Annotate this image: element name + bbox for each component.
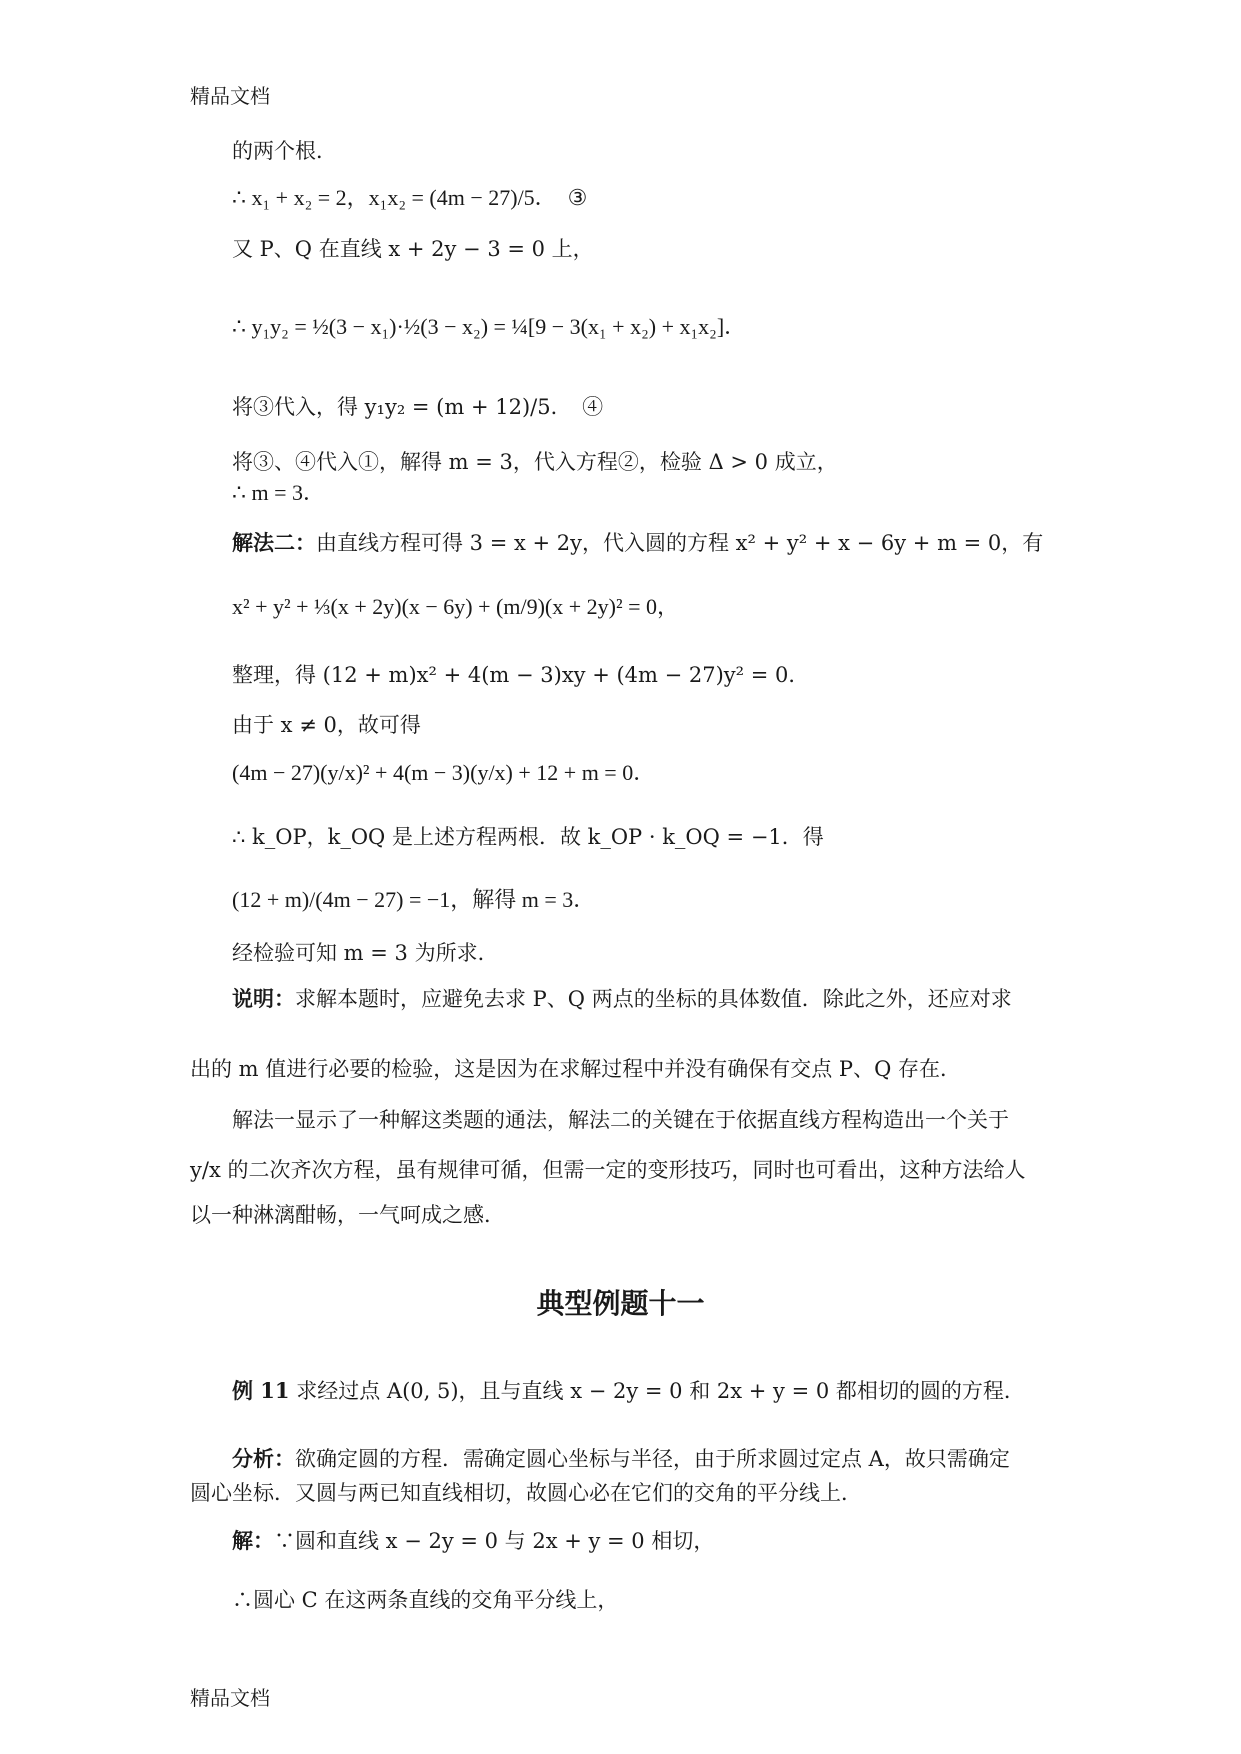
solution-text: ∵圆和直线 x − 2y = 0 与 2x + y = 0 相切， <box>274 1529 715 1553</box>
text-line: ∴ k_OP，k_OQ 是上述方程两根．故 k_OP · k_OQ = −1．得 <box>232 825 824 849</box>
method2-label: 解法二： <box>232 530 316 555</box>
example-label: 例 11 <box>232 1378 290 1403</box>
page-footer: 精品文档 <box>190 1686 270 1710</box>
note-label: 说明： <box>232 986 295 1011</box>
text-line: 由于 x ≠ 0，故可得 <box>232 713 421 737</box>
solution-paragraph <box>232 1526 714 1556</box>
page-header: 精品文档 <box>190 84 270 108</box>
text-line: 圆心坐标．又圆与两已知直线相切，故圆心必在它们的交角的平分线上． <box>190 1481 862 1505</box>
equation-line: ∴ m = 3． <box>232 480 326 505</box>
text-line: 解法一显示了一种解这类题的通法，解法二的关键在于依据直线方程构造出一个关于 <box>232 1108 1009 1132</box>
note-text: 求解本题时，应避免去求 P、Q 两点的坐标的具体数值．除此之外，还应对求 <box>295 987 1012 1011</box>
text-line: 又 P、Q 在直线 x + 2y − 3 = 0 上， <box>232 237 594 261</box>
equation-line: ∴ y₁y₂ = ½(3 − x₁)·½(3 − x₂) = ¼[9 − 3(x₁ + x₂) + x₁x₂]． <box>232 314 747 339</box>
text-line: 将③、④代入①，解得 m = 3，代入方程②，检验 Δ > 0 成立， <box>232 450 838 474</box>
text-line: 整理，得 (12 + m)x² + 4(m − 3)xy + (4m − 27)y² = 0． <box>232 663 810 687</box>
text-line: 经检验可知 m = 3 为所求． <box>232 941 499 965</box>
section-title: 典型例题十一 <box>536 1287 705 1320</box>
analysis-text: 欲确定圆的方程．需确定圆心坐标与半径，由于所求圆过定点 A，故只需确定 <box>295 1447 1010 1471</box>
equation-line: x² + y² + ⅓(x + 2y)(x − 6y) + (m/9)(x + 2y)² = 0， <box>232 594 679 619</box>
method2-text: 由直线方程可得 3 = x + 2y，代入圆的方程 x² + y² + x − 6y + m = 0，有 <box>316 531 1044 555</box>
equation-line: (4m − 27)(y/x)² + 4(m − 3)(y/x) + 12 + m = 0． <box>232 760 656 785</box>
text-line: ∴圆心 C 在这两条直线的交角平分线上， <box>232 1588 619 1612</box>
analysis-label: 分析： <box>232 1446 295 1471</box>
equation-line: ∴ x₁ + x₂ = 2，x₁x₂ = (4m − 27)/5． ③ <box>232 185 588 210</box>
text-line: 将③代入，得 y₁y₂ = (m + 12)/5． ④ <box>232 395 604 419</box>
text-line: 以一种淋漓酣畅，一气呵成之感． <box>190 1203 505 1227</box>
analysis-paragraph <box>232 1444 1010 1474</box>
text-line: y/x 的二次齐次方程，虽有规律可循，但需一定的变形技巧，同时也可看出，这种方法给人 <box>190 1158 1026 1182</box>
example-paragraph <box>232 1376 1025 1406</box>
text-line: 的两个根． <box>232 139 337 163</box>
text-line: 出的 m 值进行必要的检验，这是因为在求解过程中并没有确保有交点 P、Q 存在． <box>190 1057 961 1081</box>
equation-line: (12 + m)/(4m − 27) = −1，解得 m = 3． <box>232 887 596 912</box>
method2-paragraph <box>232 528 1043 558</box>
note-paragraph <box>232 984 1012 1014</box>
example-text: 求经过点 A(0, 5)，且与直线 x − 2y = 0 和 2x + y = 0 都相切的圆的方程． <box>296 1379 1025 1403</box>
solution-label: 解： <box>232 1528 274 1553</box>
